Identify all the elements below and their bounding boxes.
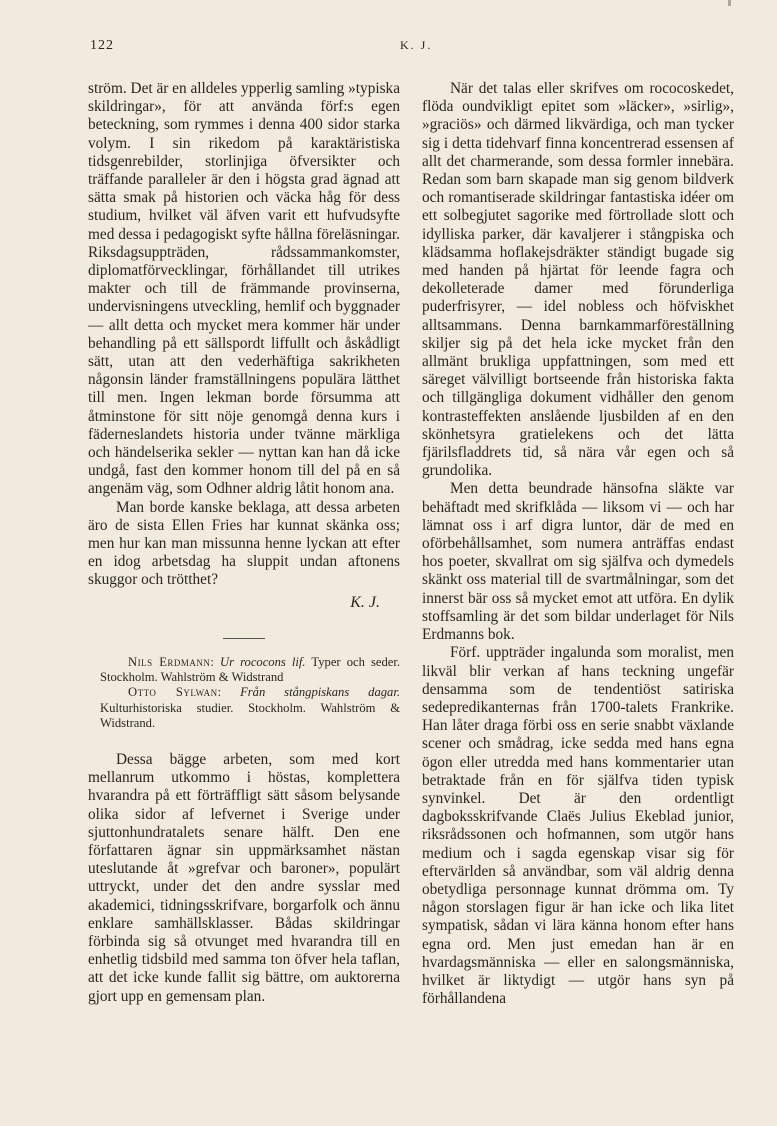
paragraph: Men detta beundrade hänsofna släkte var behäftadt med skrifklåda — liksom vi — och har lämnat oss i arf digra luntor, där de med en oförbehållsamhet, som numera anträffas endast hos poeter, skvallrat om sig själfva och dymedels skänkt oss material till de svartmålningar, som det innerst bär oss så mycket emot att utföra. En dylik stoffsamling är det som bildar underlaget för Nils Erdmanns bok. xyxy=(422,480,734,644)
review-title: Från stångpiskans dagar. xyxy=(240,685,400,700)
page-number: 122 xyxy=(90,38,114,53)
review-entry: Otto Sylwan: Från stångpiskans dagar. Kulturhistoriska studier. Stockholm. Wahlström & Widstrand. xyxy=(100,685,400,730)
section-divider xyxy=(223,638,265,639)
paragraph: Förf. uppträder ingalunda som moralist, men likväl blir verkan af hans teckning ungefär densamma som de tendentiöst satiriska sedepredikanternas från 1700-talets Frankrike. Han låter draga förbi oss en serie snabbt växlande scener och smådrag, icke sedda med hans egna ögon eller utredda med hans kommentarier utan betraktade från en för själfva tiden typisk synvinkel. Det är den ordentligt dagboksskrifvande Claës Julius Ekeblad junior, riksrådssonen och hofmannen, som utgör hans medium och i sagda egenskap visar sig för eftervärlden så användbar, som väl aldrig denna obetydliga personnage kunnat drömma om. Ty någon storslagen figur är han icke och lika litet sympatisk, sådan vi lära känna honom efter hans egna ord. Men just emedan han är en hvardagsmänniska — eller en salongsmänniska, hvilket är liktydigt — utgör hans syn på förhållandena xyxy=(422,644,734,1008)
review-entry: Nils Erdmann: Ur rococons lif. Typer och seder. Stockholm. Wahlström & Widstrand xyxy=(100,654,401,685)
review-author: Nils Erdmann xyxy=(128,654,211,669)
review-title: Ur rococons lif. xyxy=(220,654,306,669)
review-author: Otto Sylwan xyxy=(128,685,218,700)
page-header xyxy=(90,38,730,58)
left-column xyxy=(88,80,400,1006)
signature: K. J. xyxy=(350,593,380,611)
paragraph: När det talas eller skrifves om rococoskedet, flöda oundvikligt epitet som »läcker», »sirlig», »graciös» och därmed likvärdiga, och man tycker sig i detta tidehvarf finna koncentrerad essensen af allt det charmerande, som dessa formler innebära. Redan som barn skapade man sig genom bildverk och romantiserade skildringar fantastiska idéer om ett solbegjutet sagorike med förtrollade slott och idylliska parker, där kavaljerer i stångpiska och klädsamma hoflakejsdräkter ständigt bugade sig med handen på hjärtat för leende fagra och dekolleterade damer med förunderliga puderfrisyrer, — idel nobless och höfviskhet alltsammans. Denna barnkammarföreställning skiljer sig på det hela icke mycket från den allmänt brukliga uppfattningen, som med ett säreget välvilligt bortseende från historiska fakta och tillgängliga dokument vidhåller den genom kontrasteffekten anslående ljusbilden af en den skönhetsyra gratielekens och det lätta fjärilsfladdrets tid, så nära vår egen och så grundolika. xyxy=(422,80,734,480)
review-details: Kulturhistoriska studier. Stockholm. Wahlström & Widstrand. xyxy=(100,700,400,730)
running-head: K. J. xyxy=(400,38,433,52)
reviewed-works xyxy=(88,655,400,731)
page-corner-mark xyxy=(728,0,731,6)
paragraph: ström. Det är en alldeles ypperlig samling »typiska skildringar», för att använda förf:s egen beteckning, som rymmes i denna 400 sidor starka volym. I sin rikedom på karaktäristiska tidsgenrebilder, storlinjiga öfversikter och träffande paralleler är den i högsta grad ägnad att sätta smak på historien och väcka håg för dess studium, hvilket väl äfven varit ett hufvudsyfte med dessa i pedagogiskt syfte hållna föreläsningar. Riksdagsuppträden, rådssammankomster, diplomatförvecklingar, förhållandet till utrikes makter och till de främmande provinserna, undervisningens utveckling, hemlif och byggnader — allt detta och mycket mera kommer här under behandling på ett sällspordt liffullt och åskådligt sätt, utan att den vederhäftiga sakrikheten någonsin länder framställningens populära lätthet till men. Ingen lekman borde försumma att åtminstone för sitt nöje genomgå denna kurs i fäderneslandets historia under tvänne märkliga och händelserika sekler — nyttan kan han då icke undgå, fast den kommer honom till del på en så angenäm väg, som Odhner aldrig låtit honom ana. xyxy=(88,80,400,498)
paragraph: Man borde kanske beklaga, att dessa arbeten äro de sista Ellen Fries har kunnat skänka oss; men hur kan man missunna henne lyckan att efter en idog arbetsdag ha sluppit undan aftonens skuggor och trötthet? xyxy=(88,498,400,589)
review-details: Typer och seder. Stockholm. Wahlström & Widstrand xyxy=(100,654,401,685)
right-column xyxy=(422,80,734,1008)
paragraph: Dessa bägge arbeten, som med kort mellanrum utkommo i höstas, komplettera hvarandra på ett förträffligt sätt såsom belysande olika sidor af lefvernet i Sverige under sjuttonhundratalets senare hälft. Den ene författaren ägnar sin uppmärksamhet nästan uteslutande åt »grefvar och baroner», populärt uttryckt, under det den andre sysslar med akademici, tidningsskrifvare, borgarfolk och ännu enklare samhällsklasser. Bådas skildringar förbinda sig så otvunget med hvarandra till en enhetlig tidsbild med samma ton öfver hela taflan, att det icke kunde fallit sig bättre, om auktorerna gjort upp en gemensam plan. xyxy=(88,750,400,1005)
